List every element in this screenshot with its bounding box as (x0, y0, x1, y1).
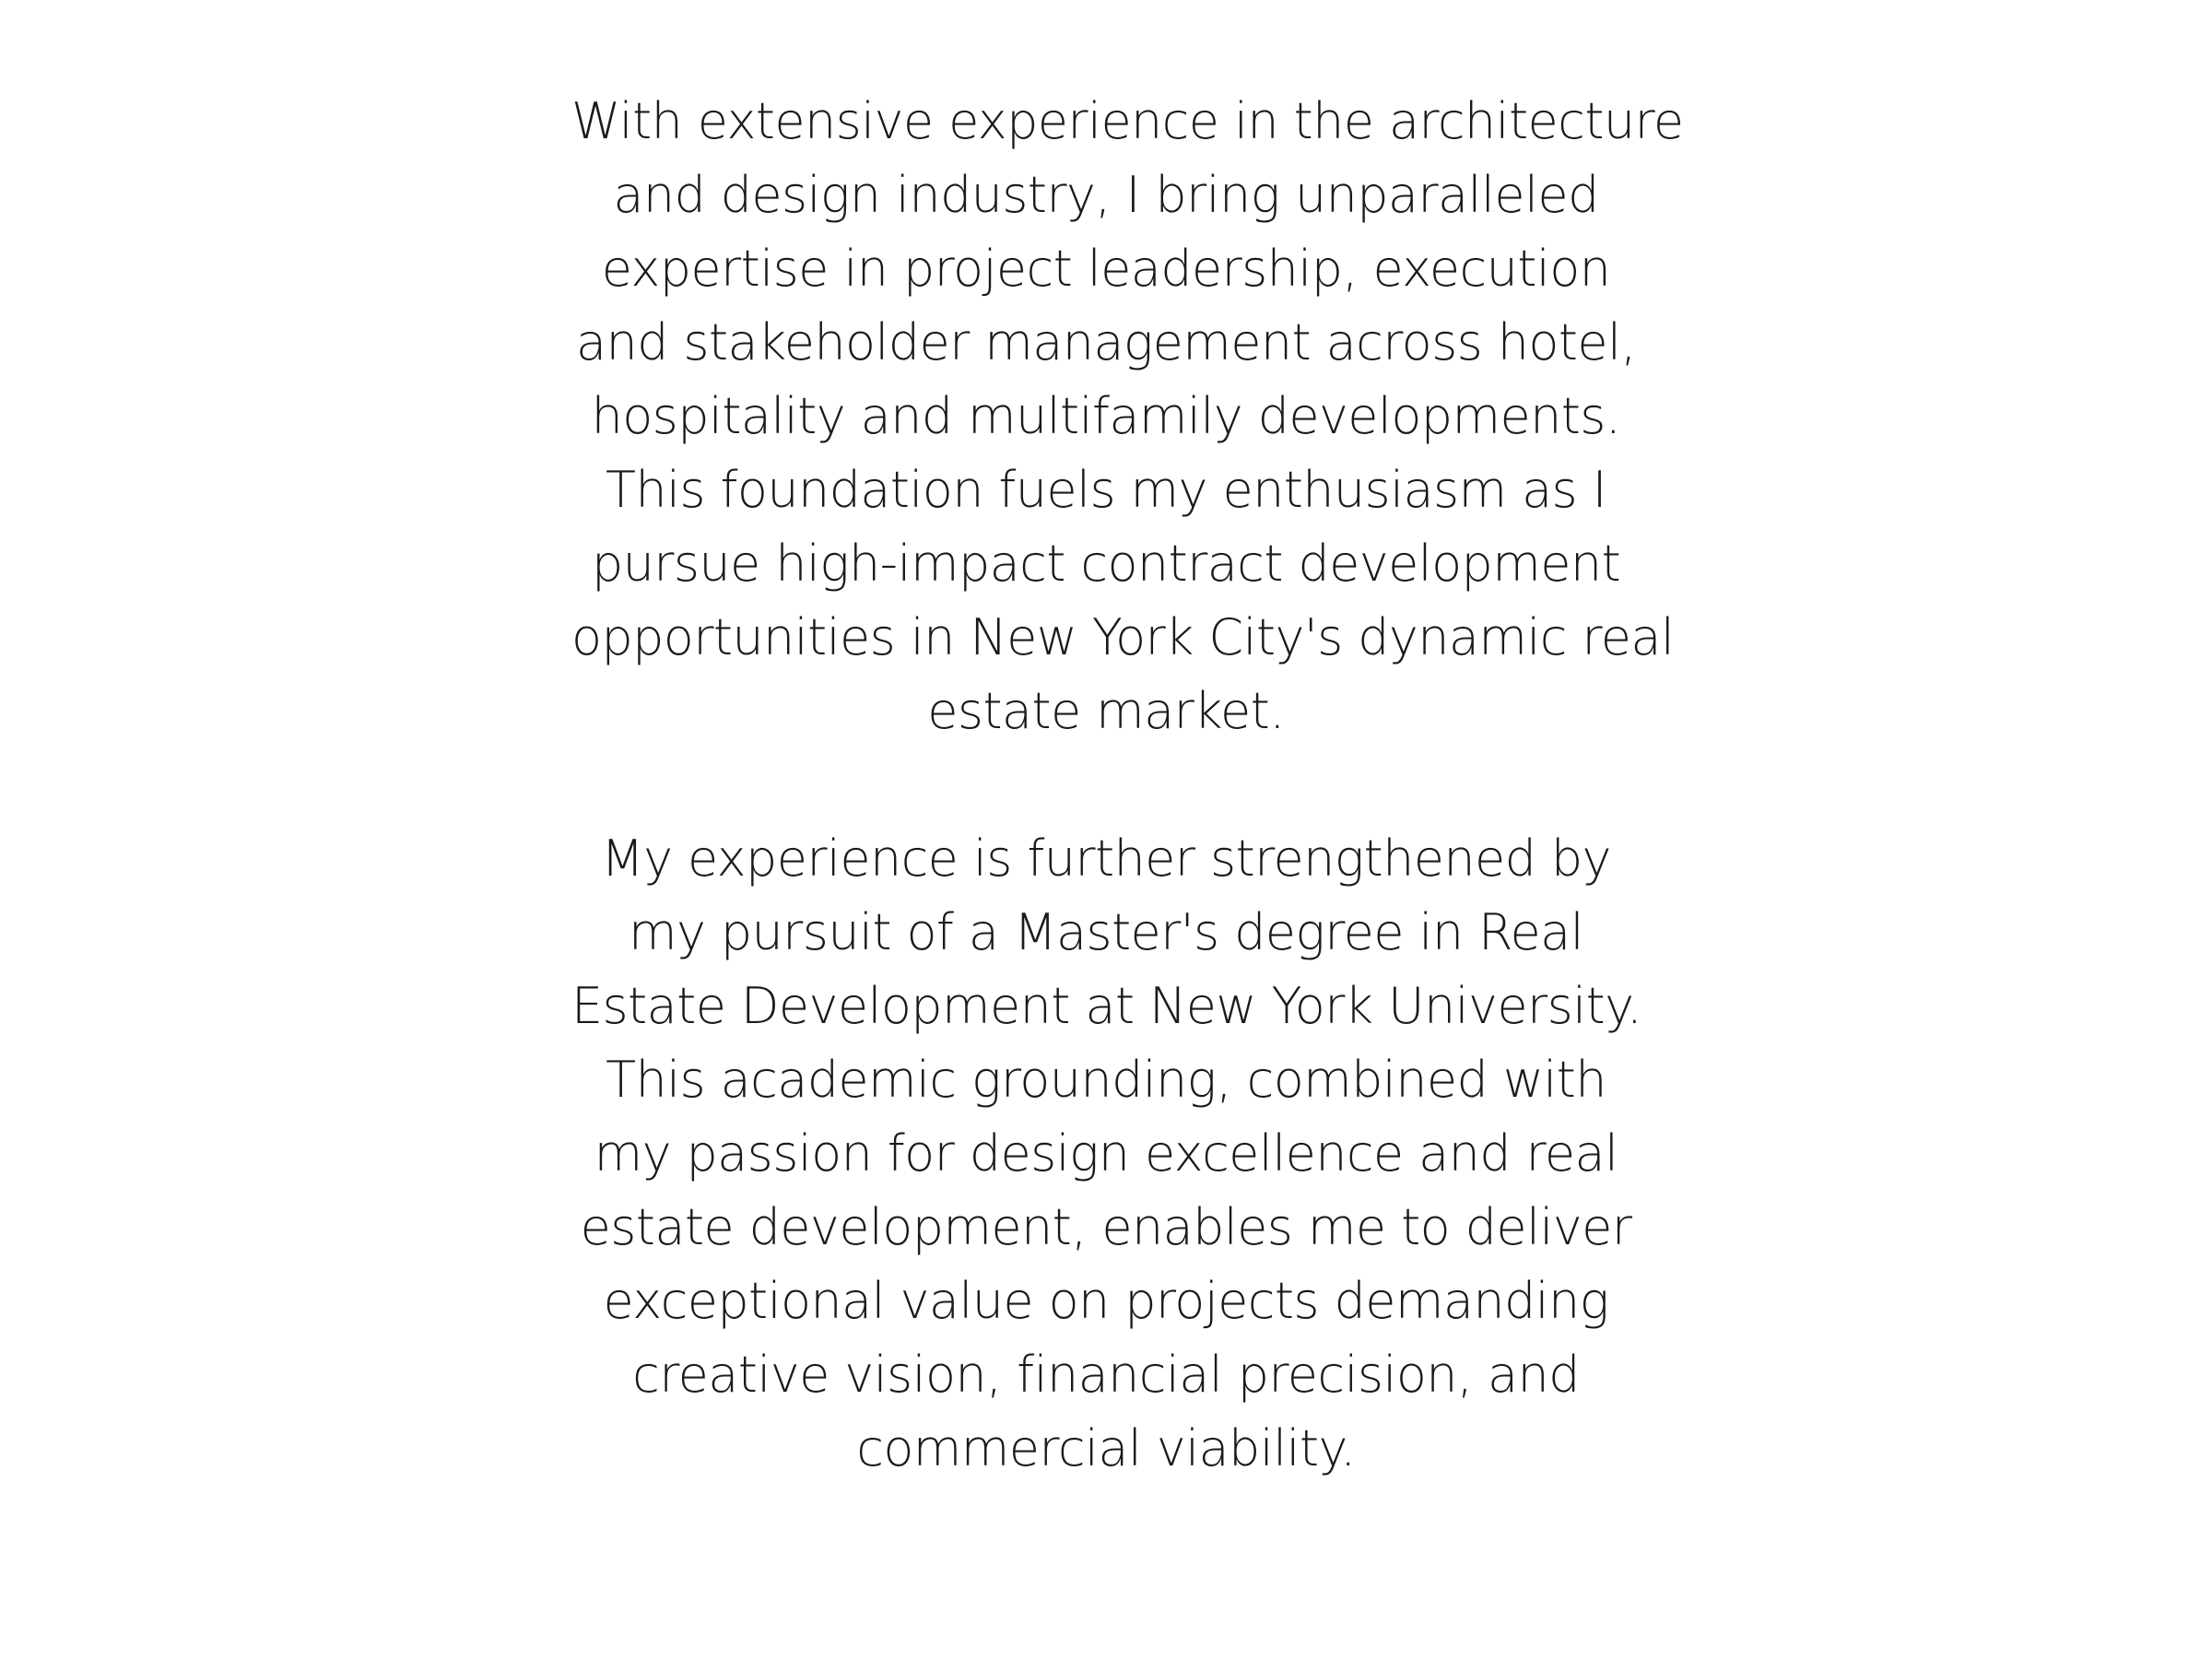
bio-line: opportunities in New York City's dynamic real (571, 608, 1675, 666)
bio-line: Estate Development at New York University. (571, 977, 1642, 1035)
bio-line: With extensive experience in the architecture (571, 92, 1684, 150)
bio-line: This academic grounding, combined with (606, 1051, 1606, 1109)
bio-line: my passion for design excellence and real (594, 1124, 1618, 1182)
bio-line: estate market. (927, 682, 1285, 740)
bio-line: My experience is further strengthened by (601, 830, 1611, 888)
bio-line: estate development, enables me to deliver (580, 1198, 1632, 1256)
bio-section (571, 85, 1684, 1486)
bio-line: my pursuit of a Master's degree in Real (628, 903, 1584, 961)
bio-line: and stakeholder management across hotel, (576, 313, 1636, 371)
bio-line: and design industry, I bring unparalleled (613, 166, 1599, 224)
bio-line: creative vision, financial precision, and (632, 1346, 1580, 1404)
bio-line: commercial viability. (856, 1419, 1356, 1477)
bio-paragraph-2 (571, 822, 1641, 1486)
bio-paragraph-1 (571, 85, 1684, 748)
bio-line: expertise in project leadership, execution (601, 240, 1611, 298)
bio-line: hospitality and multifamily developments. (591, 387, 1621, 445)
bio-line: pursue high-impact contract development (591, 535, 1621, 593)
bio-line: exceptional value on projects demanding (603, 1272, 1609, 1330)
bio-line: This foundation fuels my enthusiasm as I (606, 461, 1606, 519)
